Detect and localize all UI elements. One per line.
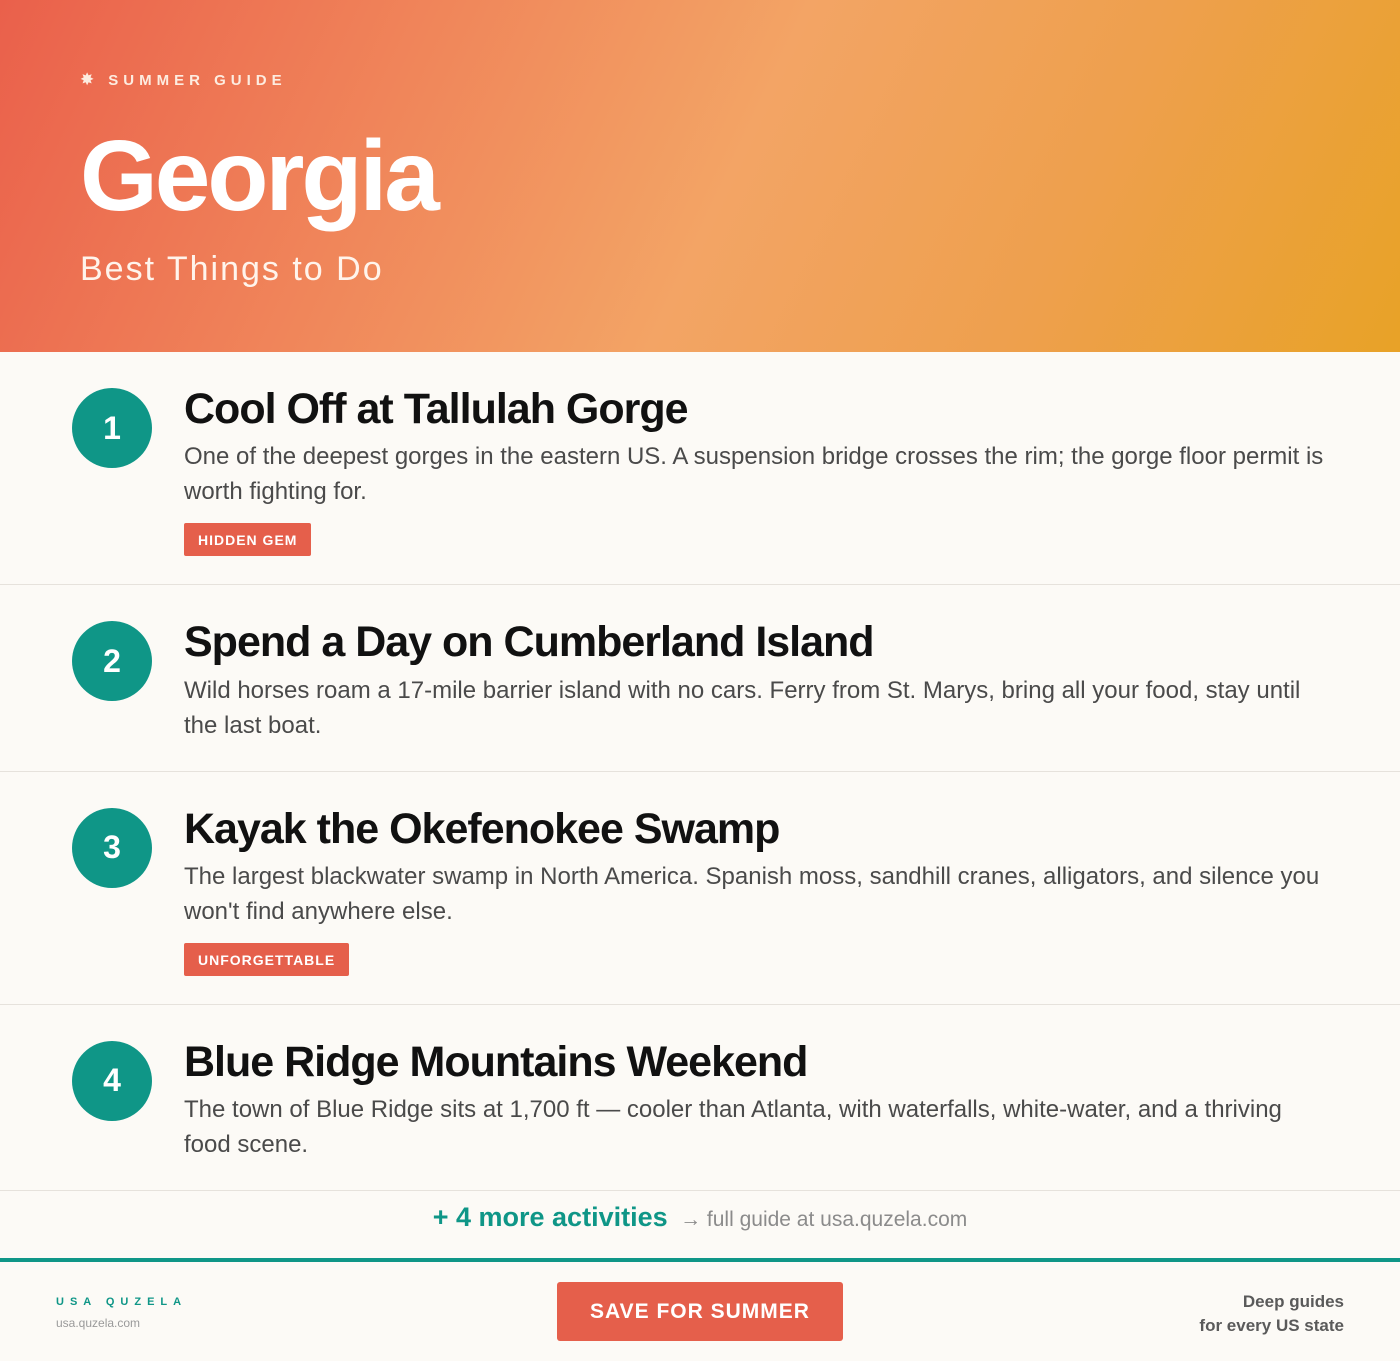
hero-banner <box>0 0 1400 352</box>
full-guide-link[interactable]: → full guide at usa.quzela.com <box>680 1208 968 1231</box>
activity-item <box>0 352 1400 585</box>
brand <box>56 1296 187 1330</box>
item-title: Blue Ridge Mountains Weekend <box>184 1037 808 1086</box>
eyebrow-label: SUMMER GUIDE <box>108 71 287 89</box>
page-title: Georgia <box>80 120 437 232</box>
tag-badge: HIDDEN GEM <box>184 523 311 556</box>
item-number-badge: 3 <box>72 808 152 888</box>
item-description: The town of Blue Ridge sits at 1,700 ft — cooler than Atlanta, with waterfalls, white-water, and a thriving food scene. <box>184 1096 1282 1159</box>
brand-url[interactable]: usa.quzela.com <box>56 1316 141 1330</box>
item-title: Kayak the Okefenokee Swamp <box>184 804 780 853</box>
activity-list <box>0 352 1400 1191</box>
item-title: Cool Off at Tallulah Gorge <box>184 385 688 433</box>
page-subtitle: Best Things to Do <box>80 250 384 288</box>
eyebrow <box>80 70 1400 90</box>
activity-item <box>0 1005 1400 1191</box>
tag-badge: UNFORGETTABLE <box>184 943 349 976</box>
footer <box>0 1258 1400 1361</box>
activity-item <box>0 772 1400 1005</box>
item-description: Wild horses roam a 17-mile barrier island with no cars. Ferry from St. Marys, bring all your food, stay until the last boat. <box>184 676 1301 739</box>
save-for-summer-button[interactable]: SAVE FOR SUMMER <box>557 1282 843 1341</box>
activity-item <box>0 585 1400 771</box>
more-activities <box>0 1202 1400 1233</box>
item-number-badge: 4 <box>72 1041 152 1121</box>
tagline-line: Deep guides <box>1242 1292 1344 1311</box>
item-title: Spend a Day on Cumberland Island <box>184 618 874 667</box>
item-number-badge: 2 <box>72 621 152 701</box>
sparkle-icon: ✸ <box>80 70 95 89</box>
brand-name: USA QUZELA <box>56 1296 188 1308</box>
item-number-badge: 1 <box>72 388 152 468</box>
item-description: The largest blackwater swamp in North America. Spanish moss, sandhill cranes, alligators, and silence you won't find anywhere else. <box>184 862 1320 925</box>
more-count: + 4 more activities <box>432 1202 668 1232</box>
item-description: One of the deepest gorges in the eastern US. A suspension bridge crosses the rim; the gorge floor permit is worth fighting for. <box>184 443 1324 506</box>
tagline <box>1199 1290 1344 1338</box>
tagline-line: for every US state <box>1199 1316 1344 1335</box>
